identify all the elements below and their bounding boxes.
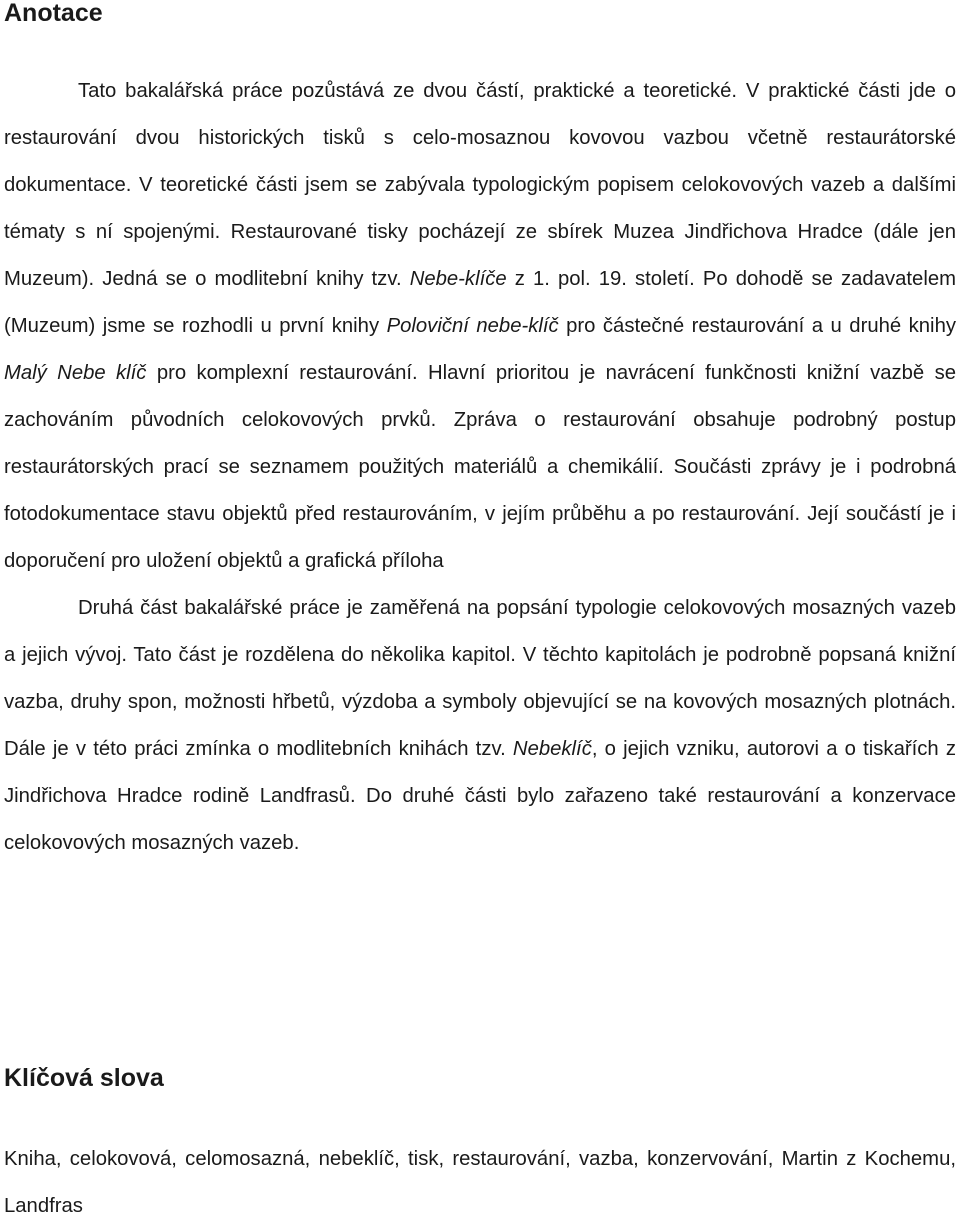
abstract-p1-italic-3: Malý Nebe klíč [4, 362, 147, 384]
heading-klicova-slova: Klíčová slova [4, 1064, 164, 1092]
abstract-p1-italic-2: Poloviční nebe-klíč [386, 315, 559, 337]
keywords-text: Kniha, celokovová, celomosazná, nebeklíč, tisk, restaurování, vazba, konzervování, Martin z Kochemu, Landfras [4, 1148, 956, 1217]
abstract-p1-text-4: pro komplexní restaurování. Hlavní prioritou je navrácení funkčnosti knižní vazbě se zachováním původních celokovových prvků. Zpráva o restaurování obsahuje podrobný postup restaurátorských prací se seznamem použitých materiálů a chemikálií. Součásti zprávy je i podrobná fotodokumentace stavu objektů před restaurováním, v jejím průběhu a po restaurování. Její součástí je i doporučení pro uložení objektů a grafická příloha [4, 362, 956, 572]
abstract-p2-italic-1: Nebeklíč [512, 738, 592, 760]
heading-anotace: Anotace [4, 0, 103, 27]
abstract-p2-text-1: Druhá část bakalářské práce je zaměřená na popsání typologie celokovových mosazných vazeb a jejich vývoj. Tato část je rozdělena do několika kapitol. V těchto kapitolách je podrobně popsaná knižní vazba, druhy spon, možnosti hřbetů, výzdoba a symboly objevující se na kovových mosazných plotnách. Dále je v této práci zmínka o modlitebních knihách tzv. [4, 597, 956, 760]
abstract-p1-text-1: Tato bakalářská práce pozůstává ze dvou částí, praktické a teoretické. V praktické části jde o restaurování dvou historických tisků s celo-mosaznou kovovou vazbou včetně restaurátorské dokumentace. V teoretické části jsem se zabývala typologickým popisem celokovových vazeb a dalšími tématy s ní spojenými. Restaurované tisky pocházejí ze sbírek Muzea Jindřichova Hradce (dále jen Muzeum). Jedná se o modlitební knihy tzv. [4, 80, 956, 290]
abstract-p1-italic-1: Nebe-klíče [409, 268, 507, 290]
abstract-body [4, 68, 956, 867]
abstract-paragraph-2 [4, 585, 956, 867]
abstract-p2-text-2: , o jejich vzniku, autorovi a o tiskařích z Jindřichova Hradce rodině Landfrasů. Do druhé části bylo zařazeno také restaurování a konzervace celokovových mosazných vazeb. [4, 738, 956, 854]
abstract-p1-text-3: pro částečné restaurování a u druhé knihy [558, 315, 956, 337]
abstract-p1-text-2: z 1. pol. 19. století. Po dohodě se zadavatelem (Muzeum) jsme se rozhodli u první knihy [4, 268, 956, 337]
abstract-paragraph-1 [4, 68, 956, 585]
